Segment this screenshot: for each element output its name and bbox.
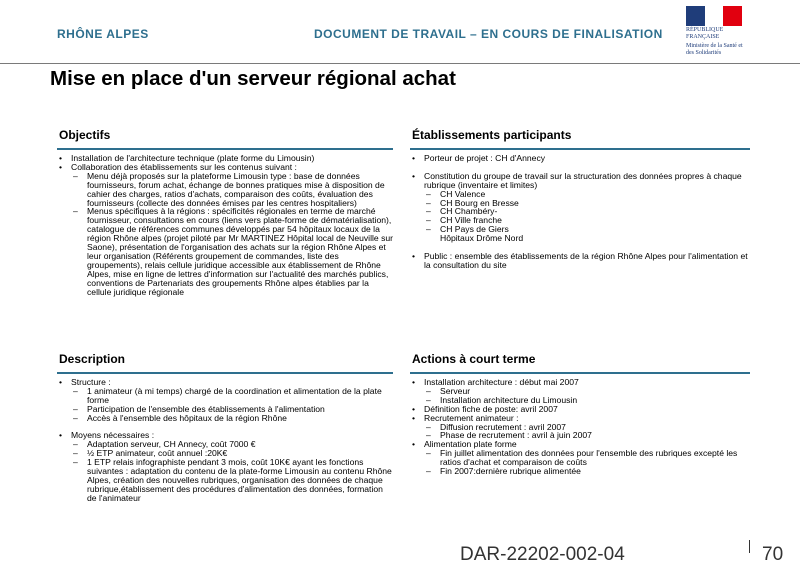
bullet-item: • Constitution du groupe de travail sur la structuration des données propres à chaque rubrique (inventaire et limites): [410, 172, 750, 190]
sub-bullet-item: Hôpitaux Drôme Nord: [440, 233, 524, 244]
sub-bullet-item: – Phase de recrutement : avril à juin 2007: [410, 431, 750, 440]
header-divider: [0, 63, 800, 64]
panel-heading: Description: [59, 352, 126, 366]
panel-heading: Actions à court terme: [412, 352, 536, 366]
footer-divider: [749, 540, 750, 553]
sub-bullet-item: – CH Pays de Giers: [410, 225, 750, 234]
actions-list: [410, 378, 750, 476]
objectifs-panel: [57, 126, 393, 297]
actions-panel: [410, 350, 750, 476]
document-code: DAR-22202-002-04: [460, 544, 625, 565]
page-title: Mise en place d'un serveur régional achat: [50, 67, 456, 90]
sub-bullet-item: – Fin juillet alimentation des données pour l'ensemble des rubriques excepté les ratios d'achat et comparaison de coûts: [410, 449, 750, 467]
sub-bullet-item: – Accès à l'ensemble des hôpitaux de la région Rhône: [57, 414, 393, 423]
panel-heading: Objectifs: [59, 128, 111, 142]
bullet-item: • Public : ensemble des établissements de la région Rhône Alpes pour l'alimentation et la consultation du site: [410, 252, 750, 270]
bullet-item: • Collaboration des établissements sur les contenus suivant :: [57, 163, 393, 172]
sub-bullet-item: – Menus spécifiques à la régions : spécificités régionales en terme de marché fournisseur, consultations en cours (liens vers plate-forme de dématérialisation), catalogue de références communes développés par 54 hôpitaux locaux de la région Rhône alpes (projet piloté par Mr MARTINEZ Hôpital local de Neuville sur Saone), présentation de l'organisation des achats sur la région Rhône Alpes et leur organisation (Référents groupement de commandes, liste des groupements), relais cellule juridique accessible aux établissement de Rhône Alpes, mise en ligne de lettres d'information sur l'actualité des marchés publics, conventions de Partenariats des groupements Rhône alpes établies par la cellule juridique régionale: [57, 207, 393, 296]
bullet-item: • Installation de l'architecture technique (plate forme du Limousin): [57, 154, 393, 163]
panel-heading: Établissements participants: [412, 128, 572, 142]
bullet-item: • Alimentation plate forme: [410, 440, 750, 449]
sub-bullet-item: – Serveur: [410, 387, 750, 396]
sub-bullet-item: – CH Ville franche: [410, 216, 750, 225]
bullet-item: • Définition fiche de poste: avril 2007: [410, 405, 750, 414]
region-label: RHÔNE ALPES: [57, 27, 149, 41]
tricolor-flag-icon: [686, 6, 742, 26]
sub-bullet-item: – CH Bourg en Bresse: [410, 199, 750, 208]
bullet-item: • Moyens nécessaires :: [57, 431, 393, 440]
logo-ministry-text: Ministère de la Santé et des Solidarités: [686, 43, 743, 56]
flag-red: [723, 6, 742, 26]
flag-white: [705, 6, 724, 26]
sub-bullet-item: – CH Valence: [410, 190, 750, 199]
republique-francaise-logo: [686, 6, 746, 62]
sub-bullet-item: – CH Chambéry-: [410, 207, 750, 216]
description-list: [57, 378, 393, 503]
sub-bullet-item: – Installation architecture du Limousin: [410, 396, 750, 405]
sub-bullet-item: – Menu déjà proposés sur la plateforme Limousin type : base de données fournisseurs, forum achat, échange de bonnes pratiques mise à disposition de cahier des charges, ratios d'achats, comparaison des coûts, évaluation des fournisseurs (collecte des données émises par les centres hospitaliers): [57, 172, 393, 208]
etablissements-panel: [410, 126, 750, 270]
document-status: DOCUMENT DE TRAVAIL – EN COURS DE FINALISATION: [314, 27, 663, 41]
sub-bullet-item: – Participation de l'ensemble des établissements à l'alimentation: [57, 405, 393, 414]
sub-bullet-item: – Adaptation serveur, CH Annecy, coût 7000 €: [57, 440, 393, 449]
sub-bullet-item: – Diffusion recrutement : avril 2007: [410, 423, 750, 432]
bullet-item: • Structure :: [57, 378, 393, 387]
sub-bullet-item: – ½ ETP animateur, coût annuel :20K€: [57, 449, 393, 458]
sub-bullet-item: – 1 animateur (à mi temps) chargé de la coordination et alimentation de la plate forme: [57, 387, 393, 405]
bullet-item: • Installation architecture : début mai 2007: [410, 378, 750, 387]
page-number: 70: [762, 544, 784, 565]
sub-bullet-item: – Fin 2007:dernière rubrique alimentée: [410, 467, 750, 476]
bullet-item: • Recrutement animateur :: [410, 414, 750, 423]
logo-republique-text: RÉPUBLIQUE FRANÇAISE: [686, 27, 724, 40]
etablissements-list: [410, 154, 750, 270]
flag-blue: [686, 6, 705, 26]
sub-bullet-item: – 1 ETP relais infographiste pendant 3 mois, coût 10K€ ayant les fonctions suivantes : adaptation du contenu de la plate-forme Limousin au contenu Rhône Alpes, création des nouvelles rubriques, organisation des données de chaque rubrique,établissement des procédures d'alimentation des données, formation de l'animateur: [57, 458, 393, 503]
description-panel: [57, 350, 393, 503]
bullet-item: • Porteur de projet : CH d'Annecy: [410, 154, 750, 163]
objectifs-list: [57, 154, 393, 297]
